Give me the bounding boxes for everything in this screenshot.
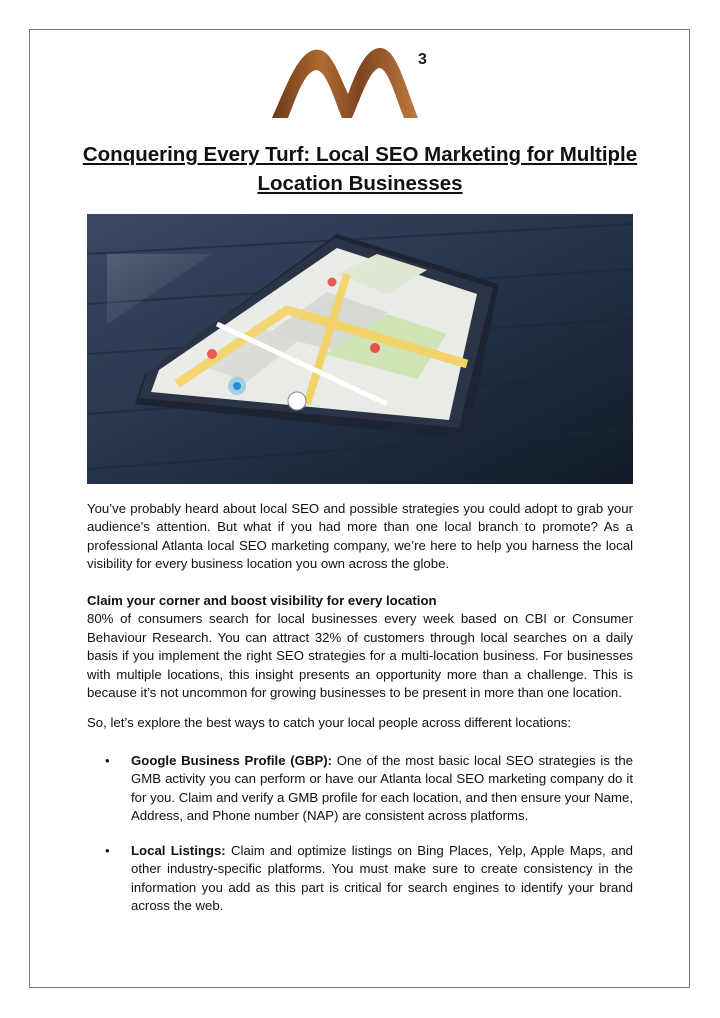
bullet-text (131, 842, 633, 916)
bullet-description: One of the most basic local SEO strategies is the GMB activity you can perform or have our Atlanta local SEO marketing company do it for you. Claim and verify a GMB profile for each location, and then ensure your Name, Address, and Phone number (NAP) are consistent across platforms. (131, 753, 633, 824)
section-claim (87, 592, 633, 702)
section-heading: Claim your corner and boost visibility for every location (87, 593, 437, 608)
explore-paragraph: So, let’s explore the best ways to catch your local people across different locations: (87, 715, 572, 730)
bullet-term: Local Listings: (131, 843, 226, 858)
hero-image-phone-map (87, 214, 633, 484)
company-logo (268, 42, 444, 122)
logo-m-shape (272, 48, 418, 118)
page-title: Conquering Every Turf: Local SEO Marketing for Multiple Location Businesses (82, 143, 638, 195)
section-body: 80% of consumers search for local businesses every week based on CBI or Consumer Behaviour Research. You can attract 32% of customers through local searches on a daily basis if you implement the right SEO strategies for a multi-location business. For businesses with multiple locations, this insight presents an opportunity more than a challenge. This is because it’s not uncommon for growing businesses to be present in more than one location. (87, 611, 633, 701)
bullet-icon: • (105, 753, 110, 768)
logo-superscript: 3 (418, 51, 427, 68)
bullet-term: Google Business Profile (GBP): (131, 753, 333, 768)
bullet-icon: • (105, 843, 110, 858)
intro-paragraph: You’ve probably heard about local SEO and possible strategies you could adopt to grab your audience’s attention. But what if you had more than one local branch to promote? As a professional Atlanta local SEO marketing company, we’re here to help you harness the local visibility for every business location you own across the globe. (87, 501, 633, 572)
bullet-text (131, 752, 633, 826)
bullet-description: Claim and optimize listings on Bing Places, Yelp, Apple Maps, and other industry-specific platforms. You must make sure to create consistency in the information you add as this part is critical for search engines to identify your brand across the web. (131, 843, 633, 914)
